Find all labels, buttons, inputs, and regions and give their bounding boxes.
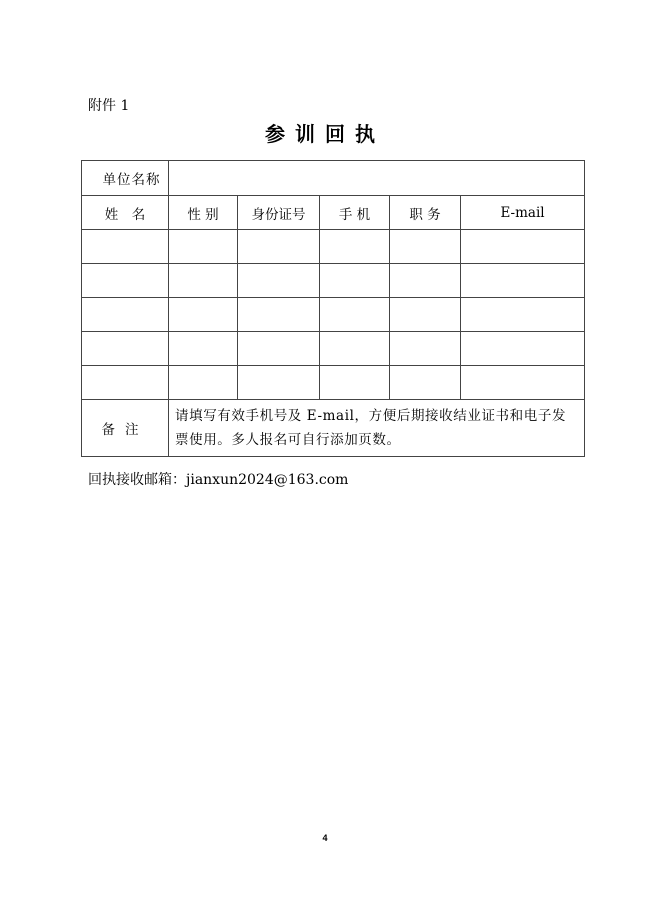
col-header-position: 职 务 xyxy=(390,196,461,230)
attendee-position-cell[interactable] xyxy=(390,264,461,298)
attendee-id-number-cell[interactable] xyxy=(238,366,320,400)
note-row xyxy=(82,400,585,457)
page-number: 4 xyxy=(322,833,328,843)
attachment-label: 附件 1 xyxy=(88,98,130,114)
page-title: 参训回执 xyxy=(265,122,385,146)
attendee-position-cell[interactable] xyxy=(390,230,461,264)
col-header-phone: 手 机 xyxy=(320,196,390,230)
attendee-name-cell[interactable] xyxy=(82,298,169,332)
registration-form-table xyxy=(81,160,585,457)
column-header-row xyxy=(82,196,585,230)
attendee-row xyxy=(82,298,585,332)
attendee-phone-cell[interactable] xyxy=(320,264,390,298)
attendee-name-cell[interactable] xyxy=(82,264,169,298)
attendee-email-cell[interactable] xyxy=(461,366,585,400)
attendee-id-number-cell[interactable] xyxy=(238,264,320,298)
attendee-phone-cell[interactable] xyxy=(320,230,390,264)
attendee-row xyxy=(82,332,585,366)
attendee-position-cell[interactable] xyxy=(390,298,461,332)
col-header-id-number: 身份证号 xyxy=(238,196,320,230)
attendee-phone-cell[interactable] xyxy=(320,298,390,332)
attendee-id-number-cell[interactable] xyxy=(238,332,320,366)
attendee-phone-cell[interactable] xyxy=(320,332,390,366)
attendee-row xyxy=(82,366,585,400)
note-text: 请填写有效手机号及 E-mail，方便后期接收结业证书和电子发票使用。多人报名可自行添加页数。 xyxy=(169,400,585,457)
unit-row xyxy=(82,161,585,196)
attendee-name-cell[interactable] xyxy=(82,332,169,366)
receipt-email-address: jianxun2024@163.com xyxy=(186,472,349,488)
attendee-email-cell[interactable] xyxy=(461,298,585,332)
attendee-email-cell[interactable] xyxy=(461,332,585,366)
unit-name-field[interactable] xyxy=(169,161,585,196)
attendee-gender-cell[interactable] xyxy=(169,298,238,332)
attendee-id-number-cell[interactable] xyxy=(238,230,320,264)
attendee-gender-cell[interactable] xyxy=(169,264,238,298)
attendee-row xyxy=(82,230,585,264)
note-label: 备注 xyxy=(82,400,169,457)
attendee-position-cell[interactable] xyxy=(390,332,461,366)
unit-name-label: 单位名称 xyxy=(82,161,169,196)
receipt-email-line xyxy=(88,471,348,489)
attendee-gender-cell[interactable] xyxy=(169,366,238,400)
attendee-name-cell[interactable] xyxy=(82,366,169,400)
receipt-email-label: 回执接收邮箱： xyxy=(88,472,186,488)
attendee-gender-cell[interactable] xyxy=(169,230,238,264)
attendee-phone-cell[interactable] xyxy=(320,366,390,400)
attendee-name-cell[interactable] xyxy=(82,230,169,264)
col-header-gender: 性 别 xyxy=(169,196,238,230)
col-header-name: 姓 名 xyxy=(82,196,169,230)
attendee-email-cell[interactable] xyxy=(461,264,585,298)
attendee-gender-cell[interactable] xyxy=(169,332,238,366)
attendee-id-number-cell[interactable] xyxy=(238,298,320,332)
col-header-email: E-mail xyxy=(461,196,585,230)
attendee-email-cell[interactable] xyxy=(461,230,585,264)
attendee-row xyxy=(82,264,585,298)
attendee-position-cell[interactable] xyxy=(390,366,461,400)
